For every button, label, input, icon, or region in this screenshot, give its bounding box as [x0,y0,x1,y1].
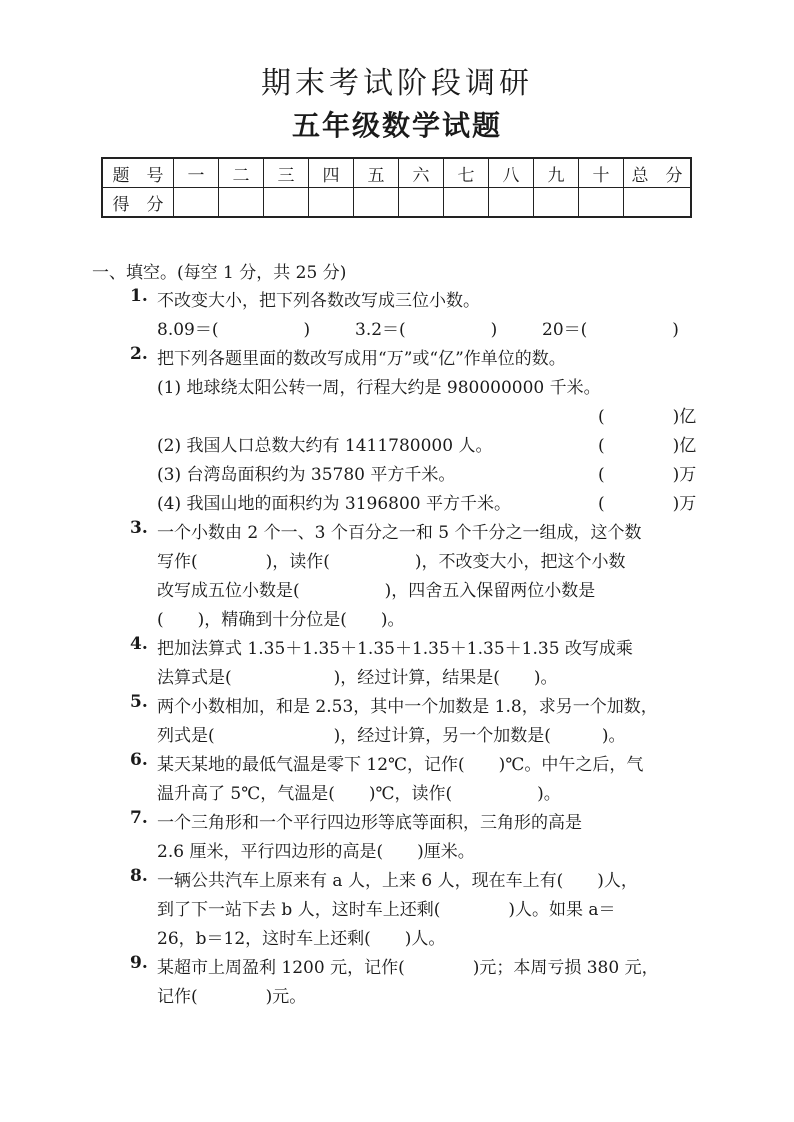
exam-title: 期末考试阶段调研 [261,66,533,101]
score-cell[interactable] [174,188,219,218]
score-table-header-cell: 四 [309,158,354,188]
question-text: 记作( )元。 [157,987,307,1007]
question-text: 改写成五位小数是( )，四舍五入保留两位小数是 [157,581,596,601]
score-table [101,157,692,218]
score-table-header-cell: 五 [354,158,399,188]
question-text: 把下列各题里面的数改写成用“万”或“亿”作单位的数。 [157,349,566,369]
question-text: 2.6 厘米，平行四边形的高是( )厘米。 [157,842,475,862]
question-text: 一个三角形和一个平行四边形等底等面积，三角形的高是 [157,813,582,833]
answer-blank[interactable]: ( )万 [598,465,697,485]
answer-blank[interactable]: ( )亿 [598,436,697,456]
score-table-header-cell: 题 号 [102,158,174,188]
section-heading: 一、填空。(每空 1 分，共 25 分) [92,263,347,283]
score-table-header-cell: 总 分 [624,158,692,188]
score-table-header-cell: 六 [399,158,444,188]
score-cell[interactable] [399,188,444,218]
question-text: (2) 我国人口总数大约有 1411780000 人。 [157,436,493,456]
question-number: 3. [130,518,148,538]
score-cell[interactable] [264,188,309,218]
question-text: 两个小数相加，和是 2.53，其中一个加数是 1.8，求另一个加数， [157,697,658,717]
score-cell[interactable] [354,188,399,218]
answer-blank[interactable]: ( )万 [598,494,697,514]
score-cell[interactable] [624,188,692,218]
answer-blank[interactable]: 3.2＝( ) [355,320,498,340]
score-table-header-row [102,158,691,188]
question-text: 到了下一站下去 b 人，这时车上还剩( )人。如果 a＝ [157,900,616,920]
question-text: 法算式是( )，经过计算，结果是( )。 [157,668,558,688]
question-text: 写作( )，读作( )，不改变大小，把这个小数 [157,552,626,572]
question-number: 1. [130,286,148,306]
question-text: 一辆公共汽车上原来有 a 人，上来 6 人，现在车上有( )人， [157,871,638,891]
score-table-header-cell: 七 [444,158,489,188]
question-text: 一个小数由 2 个一、3 个百分之一和 5 个千分之一组成，这个数 [157,523,642,543]
exam-subtitle: 五年级数学试题 [291,109,502,142]
question-text: 某天某地的最低气温是零下 12℃，记作( )℃。中午之后，气 [157,755,644,775]
score-cell[interactable] [534,188,579,218]
question-text: (3) 台湾岛面积约为 35780 平方千米。 [157,465,456,485]
score-table-row-label: 得 分 [102,188,174,218]
score-cell[interactable] [489,188,534,218]
question-text: 温升高了 5℃，气温是( )℃，读作( )。 [157,784,561,804]
answer-blank[interactable]: 20＝( ) [542,320,679,340]
question-number: 9. [130,953,148,973]
question-text: 不改变大小，把下列各数改写成三位小数。 [157,291,480,311]
score-cell[interactable] [579,188,624,218]
score-cell[interactable] [219,188,264,218]
question-number: 4. [130,634,148,654]
question-text: ( )，精确到十分位是( )。 [157,610,405,630]
question-number: 8. [130,866,148,886]
question-text: 26，b＝12，这时车上还剩( )人。 [157,929,446,949]
score-table-header-cell: 九 [534,158,579,188]
question-number: 7. [130,808,148,828]
question-text: 某超市上周盈利 1200 元，记作( )元；本周亏损 380 元， [157,958,659,978]
score-table-header-cell: 二 [219,158,264,188]
score-table-header-cell: 一 [174,158,219,188]
score-table-score-row [102,188,691,218]
score-cell[interactable] [444,188,489,218]
question-text: (4) 我国山地的面积约为 3196800 平方千米。 [157,494,512,514]
score-table-header-cell: 三 [264,158,309,188]
question-text: 把加法算式 1.35＋1.35＋1.35＋1.35＋1.35＋1.35 改写成乘 [157,639,633,659]
score-cell[interactable] [309,188,354,218]
question-number: 5. [130,692,148,712]
question-text: (1) 地球绕太阳公转一周，行程大约是 980000000 千米。 [157,378,601,398]
question-text: 列式是( )，经过计算，另一个加数是( )。 [157,726,626,746]
question-number: 6. [130,750,148,770]
answer-blank[interactable]: 8.09＝( ) [157,320,311,340]
question-number: 2. [130,344,148,364]
answer-blank[interactable]: ( )亿 [598,407,697,427]
score-table-header-cell: 八 [489,158,534,188]
score-table-header-cell: 十 [579,158,624,188]
